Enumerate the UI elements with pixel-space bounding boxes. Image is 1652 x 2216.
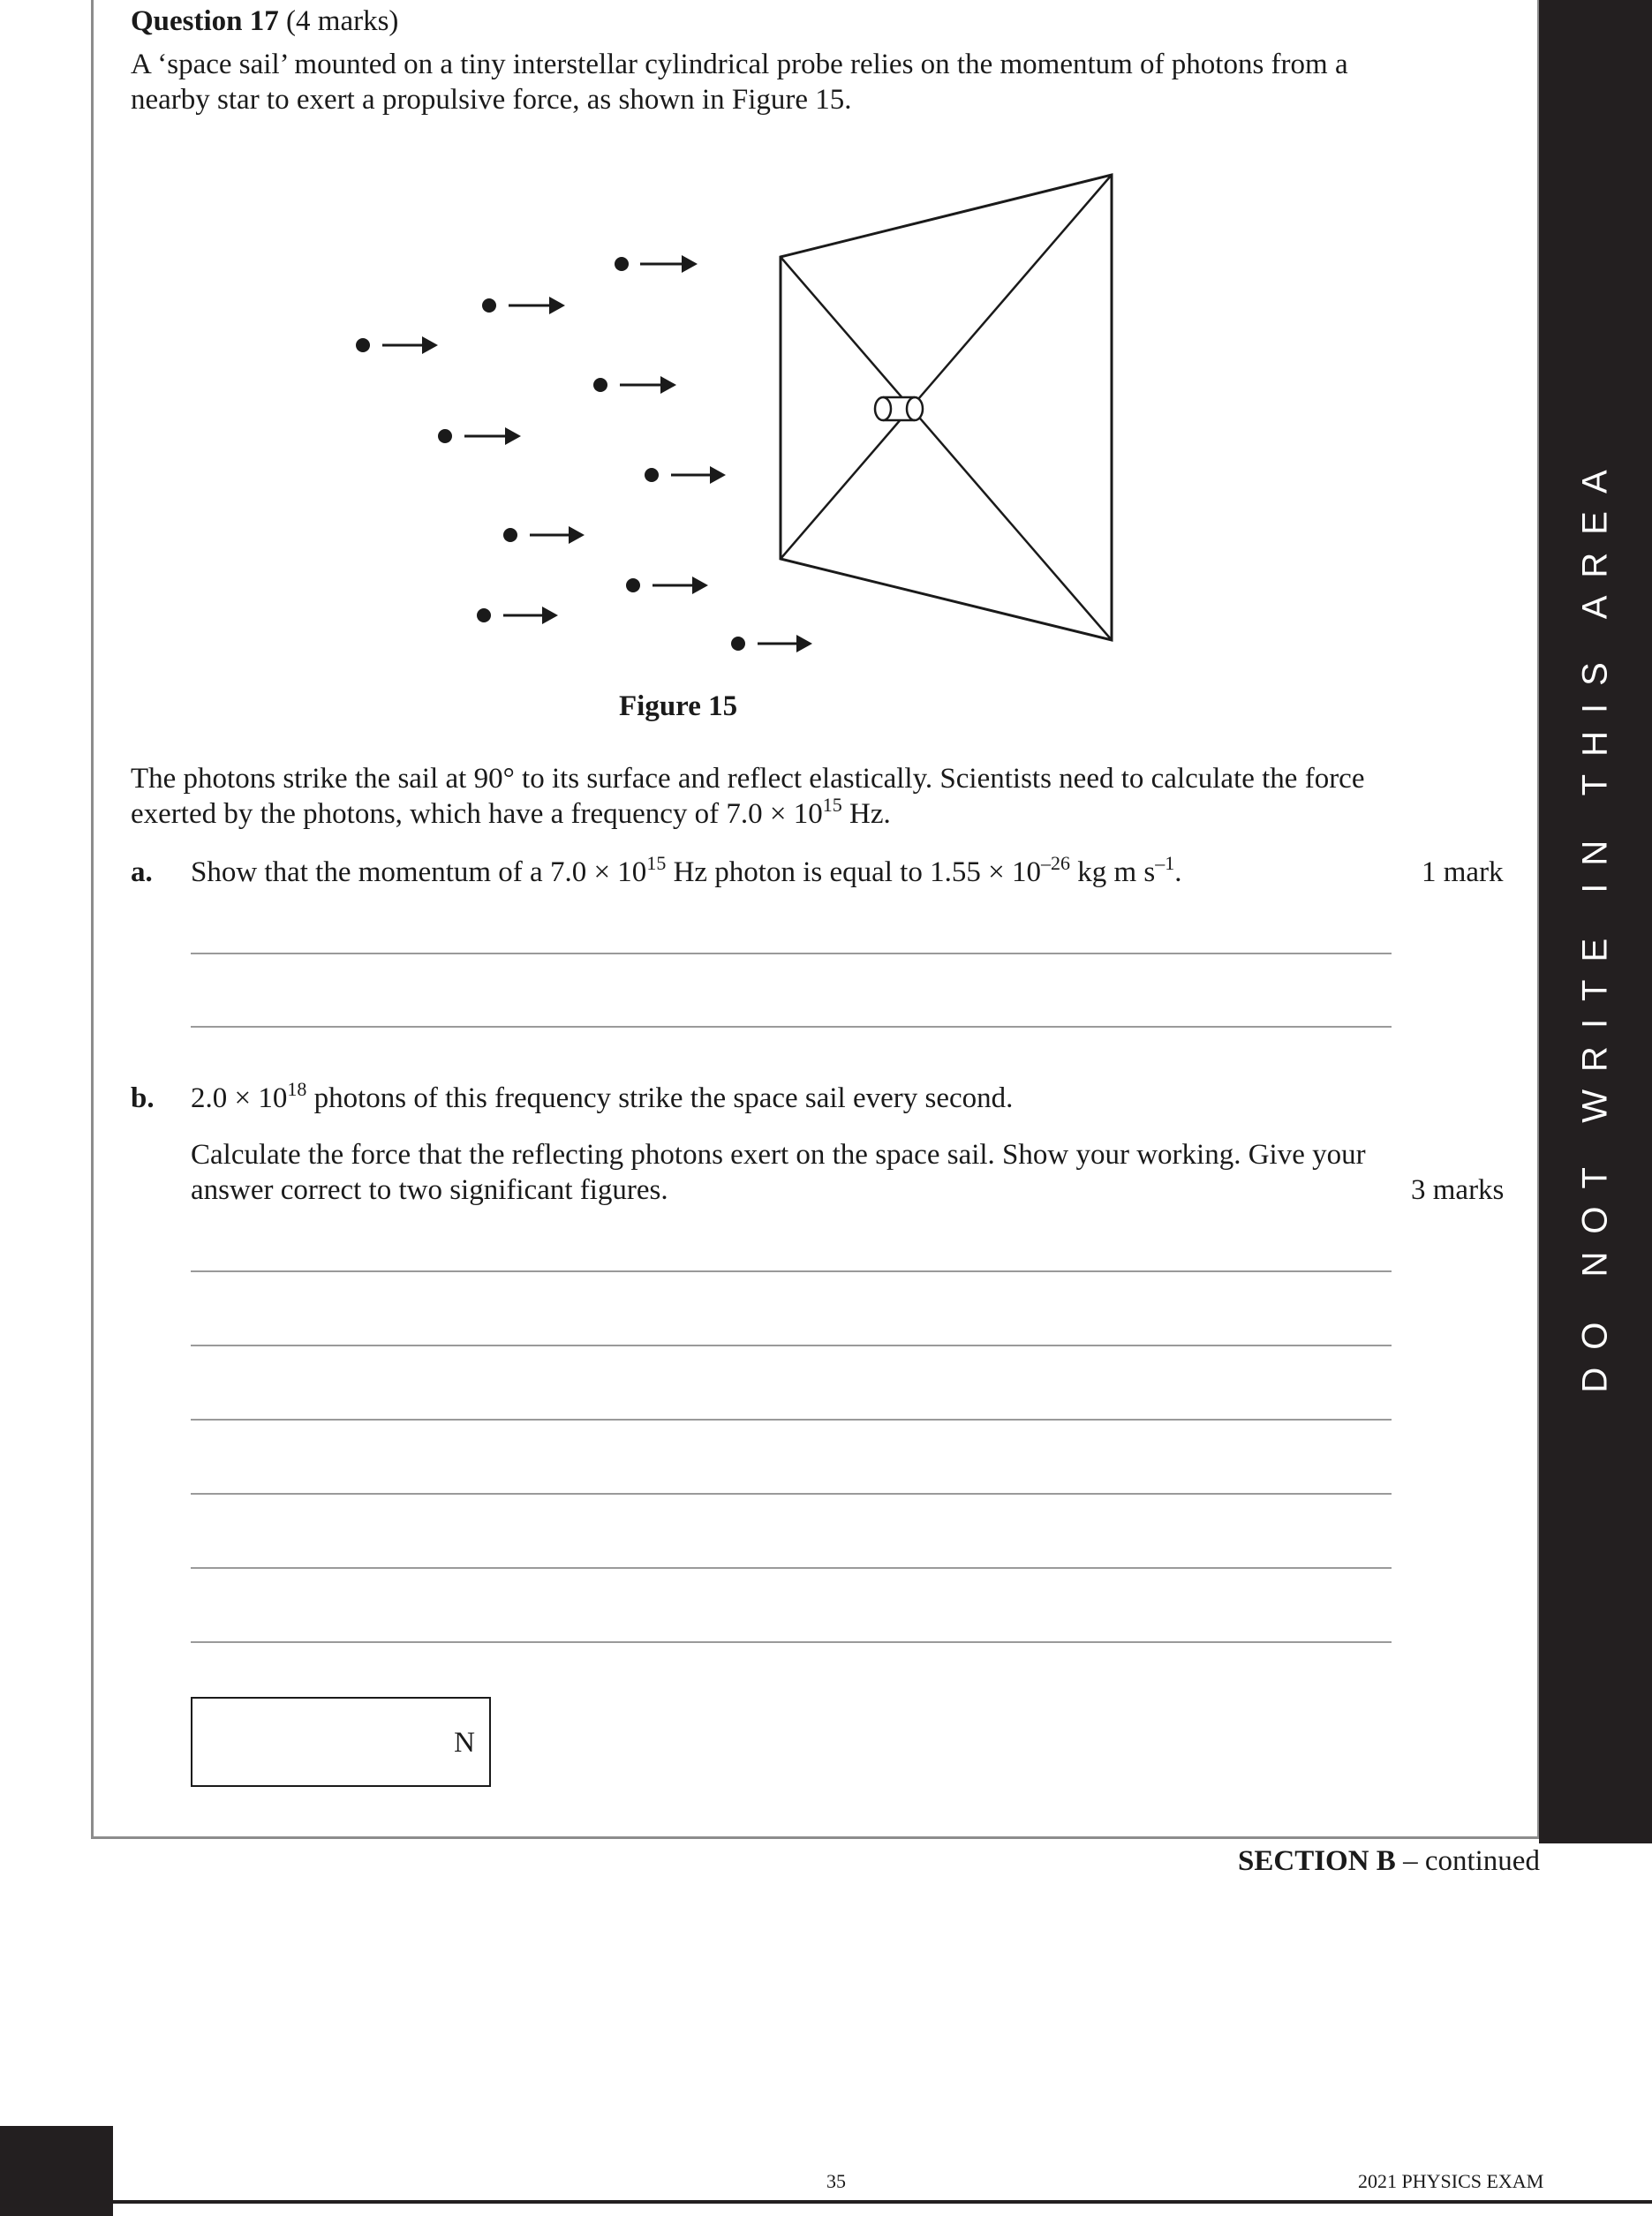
footer-rule [113, 2200, 1652, 2204]
sail-diagonal [781, 257, 1112, 640]
answer-line[interactable] [191, 1641, 1392, 1643]
answer-line[interactable] [191, 1345, 1392, 1346]
answer-line[interactable] [191, 1493, 1392, 1495]
sail-outline [781, 175, 1112, 640]
section-continued: SECTION B – continued [1238, 1845, 1540, 1877]
context-line-2: exerted by the photons, which have a frequency of $7.0 \times 10^{15}$ Hz. [131, 794, 891, 830]
answer-unit: N [454, 1727, 475, 1759]
corner-block [0, 2126, 113, 2216]
photon [731, 635, 812, 652]
part-b-marks: 3 marks [1411, 1174, 1505, 1206]
photon [356, 336, 438, 354]
photon [626, 577, 708, 594]
photon [615, 255, 698, 273]
answer-line[interactable] [191, 1026, 1392, 1028]
probe-icon [875, 397, 923, 420]
part-a-marks: 1 mark [1422, 856, 1504, 888]
context-line-1: The photons strike the sail at 90° to its surface and reflect elastically. Scientists need to calculate the force [131, 763, 1365, 795]
exam-title: 2021 PHYSICS EXAM [1358, 2170, 1544, 2192]
margin-warning: DO NOT WRITE IN THIS AREA [1575, 452, 1615, 1393]
answer-line[interactable] [191, 1419, 1392, 1421]
answer-line[interactable] [191, 1270, 1392, 1272]
part-a-text: Show that the momentum of a $7.0 \times 10^{15}$ Hz photon is equal to $1.55 \times 10^{-26}$ kg m $s^{-1}$. [191, 852, 1182, 888]
part-b-instruction-1: Calculate the force that the reflecting photons exert on the space sail. Show your working. Give your [191, 1139, 1366, 1171]
page-number: 35 [826, 2170, 846, 2192]
photon [482, 297, 565, 314]
question-marks: (4 marks) [286, 5, 399, 37]
part-a-label: a. [131, 856, 153, 888]
question-number: Question 17 [131, 5, 279, 37]
part-b-text: $2.0 \times 10^{18}$ photons of this frequency strike the space sail every second. [191, 1078, 1014, 1114]
intro-line-2: nearby star to exert a propulsive force, as shown in Figure 15. [131, 84, 852, 116]
photon [593, 376, 676, 394]
photon [477, 607, 558, 624]
space-sail-figure [336, 163, 1130, 658]
intro-line-1: A ‘space sail’ mounted on a tiny interstellar cylindrical probe relies on the momentum of photons from a [131, 49, 1348, 80]
question-header [131, 4, 398, 39]
answer-line[interactable] [191, 953, 1392, 954]
photon [438, 427, 521, 445]
final-answer-box[interactable] [191, 1697, 491, 1787]
photon [645, 466, 726, 484]
answer-line[interactable] [191, 1567, 1392, 1569]
part-b-label: b. [131, 1082, 155, 1114]
photon [503, 526, 585, 544]
sail-diagonal [781, 175, 1112, 559]
figure-caption: Figure 15 [619, 690, 738, 722]
part-b-instruction-2: answer correct to two significant figures. [191, 1174, 668, 1206]
